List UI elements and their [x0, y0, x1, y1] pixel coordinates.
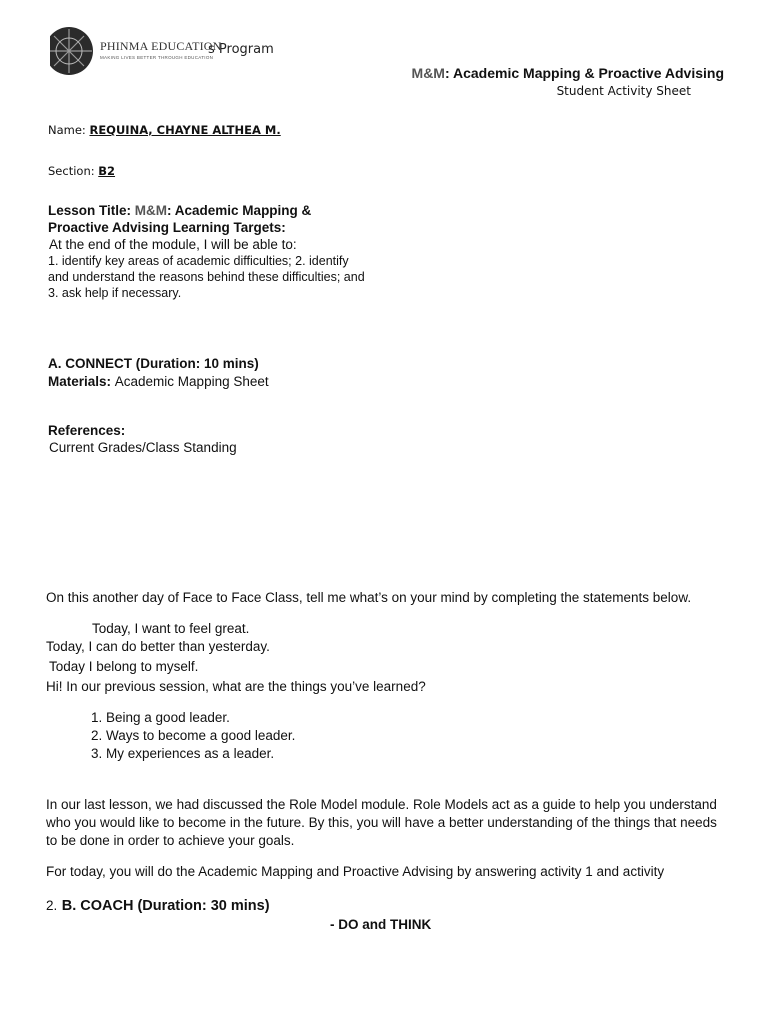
name-label: Name:	[48, 123, 90, 137]
statement-3: Today I belong to myself.	[49, 659, 199, 674]
lesson-targets-line2: and understand the reasons behind these difficulties; and	[48, 270, 365, 284]
materials-value: Academic Mapping Sheet	[114, 374, 269, 389]
role-model-paragraph-line2: who you would like to become in the future. By this, you will have a better understanding of the things that needs	[46, 815, 717, 830]
learned-item-3: 3. My experiences as a leader.	[91, 746, 275, 761]
references-label: References:	[48, 423, 126, 438]
references-value: Current Grades/Class Standing	[49, 440, 237, 455]
lesson-title-rest: : Academic Mapping &	[167, 203, 312, 218]
phinma-logo	[40, 26, 300, 76]
page-subtitle: Student Activity Sheet	[556, 84, 691, 98]
coach-heading: B. COACH (Duration: 30 mins)	[61, 898, 270, 914]
name-value: REQUINA, CHAYNE ALTHEA M.	[89, 123, 281, 137]
page-title	[412, 65, 724, 81]
logo-brand: PHINMA EDUCATION	[100, 39, 222, 53]
role-model-paragraph-line3: to be done in order to achieve your goals.	[46, 833, 295, 848]
statement-1: Today, I want to feel great.	[92, 621, 250, 636]
activity-2-continuation: 2.	[46, 898, 58, 913]
do-and-think-heading: - DO and THINK	[330, 917, 432, 932]
coach-line	[46, 897, 270, 915]
lesson-title-line1	[48, 203, 311, 218]
lesson-intro: At the end of the module, I will be able to:	[49, 237, 297, 252]
student-section	[48, 164, 115, 178]
section-label: Section:	[48, 164, 99, 178]
materials-label: Materials:	[48, 374, 115, 389]
logo-emblem-icon	[40, 26, 98, 76]
lesson-targets-line1: 1. identify key areas of academic difficulties; 2. identify	[48, 254, 349, 268]
previous-session-question: Hi! In our previous session, what are the things you’ve learned?	[46, 679, 426, 694]
lesson-targets-line3: 3. ask help if necessary.	[48, 286, 182, 300]
materials	[48, 374, 269, 389]
today-paragraph: For today, you will do the Academic Mapping and Proactive Advising by answering activity 1 and activity	[46, 864, 665, 879]
program-label: s Program	[208, 42, 274, 57]
logo-tagline: MAKING LIVES BETTER THROUGH EDUCATION	[100, 55, 214, 60]
connect-heading: A. CONNECT (Duration: 10 mins)	[48, 356, 259, 371]
lesson-title-label: Lesson Title:	[48, 203, 135, 218]
learned-item-2: 2. Ways to become a good leader.	[91, 728, 296, 743]
intro-paragraph: On this another day of Face to Face Class, tell me what’s on your mind by completing the statements below.	[46, 590, 692, 605]
student-name	[48, 123, 281, 137]
title-prefix: M&M	[411, 65, 445, 81]
title-rest: : Academic Mapping & Proactive Advising	[444, 65, 724, 81]
lesson-title-mm: M&M	[134, 203, 168, 218]
statement-2: Today, I can do better than yesterday.	[46, 639, 270, 654]
section-value: B2	[98, 164, 116, 178]
lesson-title-line2: Proactive Advising Learning Targets:	[48, 220, 286, 235]
role-model-paragraph-line1: In our last lesson, we had discussed the Role Model module. Role Models act as a guide to help you understand	[46, 797, 717, 812]
learned-item-1: 1. Being a good leader.	[91, 710, 230, 725]
